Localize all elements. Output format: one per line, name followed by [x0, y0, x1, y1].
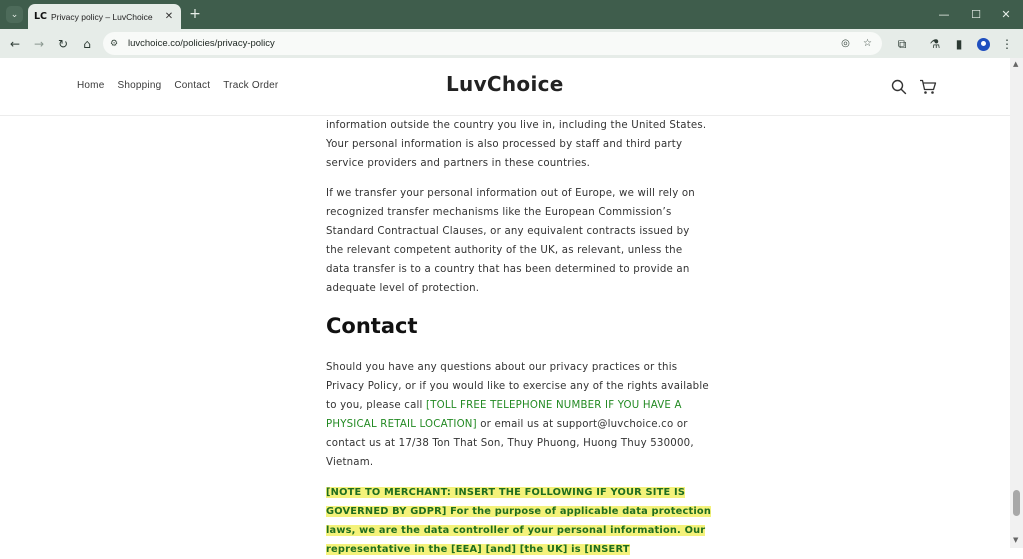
tab-privacy-policy[interactable] [28, 4, 181, 29]
cart-icon[interactable] [919, 79, 937, 95]
text-line: the relevant competent authority of the UK, as relevant, unless the [326, 245, 683, 256]
nav-link-contact[interactable]: Contact [174, 80, 211, 91]
arrow-right-icon[interactable]: → [33, 37, 45, 51]
url-text[interactable]: luvchoice.co/policies/privacy-policy [128, 38, 275, 49]
paragraph-transfer-out-of-europe [326, 184, 695, 298]
text-line: Privacy Policy, or if you would like to exercise any of the rights available [326, 381, 709, 392]
paragraph-data-processing [326, 116, 706, 173]
avatar-icon[interactable] [974, 35, 992, 53]
text-line: recognized transfer mechanisms like the European Commission’s [326, 207, 672, 218]
star-icon[interactable]: ☆ [863, 38, 872, 49]
window-close-icon[interactable]: ✕ [1001, 7, 1011, 21]
paragraph-contact [326, 358, 709, 472]
minimize-icon[interactable]: — [938, 7, 950, 21]
text-line [326, 521, 711, 540]
text-line [326, 415, 709, 434]
site-header [0, 58, 1010, 116]
highlighted-text: GOVERNED BY GDPR] For the purpose of applicable data protection [326, 506, 711, 517]
profile-avatar [977, 38, 990, 51]
flask-icon[interactable]: ⚗ [929, 37, 941, 51]
browser-toolbar [0, 29, 1023, 58]
plus-icon[interactable]: + [189, 6, 201, 22]
text-line: data transfer is to a country that has been determined to provide an [326, 264, 690, 275]
text-line: Vietnam. [326, 457, 374, 468]
highlighted-text: [NOTE TO MERCHANT: INSERT THE FOLLOWING IF YOUR SITE IS [326, 487, 686, 498]
text-line: Should you have any questions about our privacy practices or this [326, 362, 678, 373]
nav-link-home[interactable]: Home [77, 80, 105, 91]
tune-icon[interactable]: ⚙ [110, 38, 119, 49]
text-line: information outside the country you live in, including the United States. [326, 120, 707, 131]
page-scrollbar[interactable] [1010, 58, 1023, 548]
side-panel-icon[interactable]: ▮ [955, 37, 963, 51]
eye-off-icon[interactable]: ◎ [841, 38, 850, 49]
text-line: service providers and partners in these countries. [326, 158, 591, 169]
text-line: Your personal information is also processed by staff and third party [326, 139, 683, 150]
text-line: adequate level of protection. [326, 283, 480, 294]
scrollbar-thumb[interactable] [1013, 490, 1020, 516]
puzzle-icon[interactable]: ⧉ [897, 36, 907, 51]
text-line [326, 396, 709, 415]
merchant-note-highlighted [326, 483, 711, 559]
chevron-down-icon[interactable]: ⌄ [6, 6, 23, 23]
main-nav [77, 80, 291, 91]
highlighted-text: representative in the [EEA] [and] [the UK] is [INSERT [326, 544, 630, 555]
text-segment: or email us at support@luvchoice.co or [476, 419, 688, 430]
section-heading-contact: Contact [326, 314, 418, 338]
address-bar[interactable] [103, 32, 882, 55]
arrow-left-icon[interactable]: ← [9, 37, 21, 51]
text-line: If we transfer your personal information out of Europe, we will rely on [326, 188, 695, 199]
tab-title: Privacy policy – LuvChoice [51, 11, 153, 22]
reload-icon[interactable]: ↻ [57, 37, 69, 51]
browser-chrome [0, 0, 1023, 58]
maximize-icon[interactable]: ☐ [971, 7, 981, 21]
nav-link-track-order[interactable]: Track Order [223, 80, 279, 91]
kebab-menu-icon[interactable]: ⋮ [1001, 37, 1013, 51]
favicon-icon: LC [34, 11, 48, 22]
site-logo[interactable]: LuvChoice [446, 72, 564, 96]
tab-strip [0, 0, 1023, 29]
text-segment: to you, please call [326, 400, 427, 411]
home-icon[interactable]: ⌂ [83, 37, 91, 51]
web-page [0, 58, 1010, 555]
nav-link-shopping[interactable]: Shopping [117, 80, 162, 91]
text-line: Standard Contractual Clauses, or any equivalent contracts issued by [326, 226, 690, 237]
text-line [326, 502, 711, 521]
placeholder-retail-location: PHYSICAL RETAIL LOCATION] [326, 419, 477, 430]
scroll-up-icon[interactable]: ▲ [1013, 60, 1019, 68]
placeholder-phone: [TOLL FREE TELEPHONE NUMBER IF YOU HAVE A [426, 400, 682, 411]
close-icon[interactable]: ✕ [164, 11, 174, 22]
text-line: contact us at 17/38 Ton That Son, Thuy Phuong, Huong Thuy 530000, [326, 438, 694, 449]
highlighted-text: laws, we are the data controller of your personal information. Our [326, 525, 706, 536]
search-icon[interactable] [891, 79, 907, 95]
text-line [326, 483, 711, 502]
text-line [326, 540, 711, 559]
scroll-down-icon[interactable]: ▼ [1013, 536, 1019, 544]
